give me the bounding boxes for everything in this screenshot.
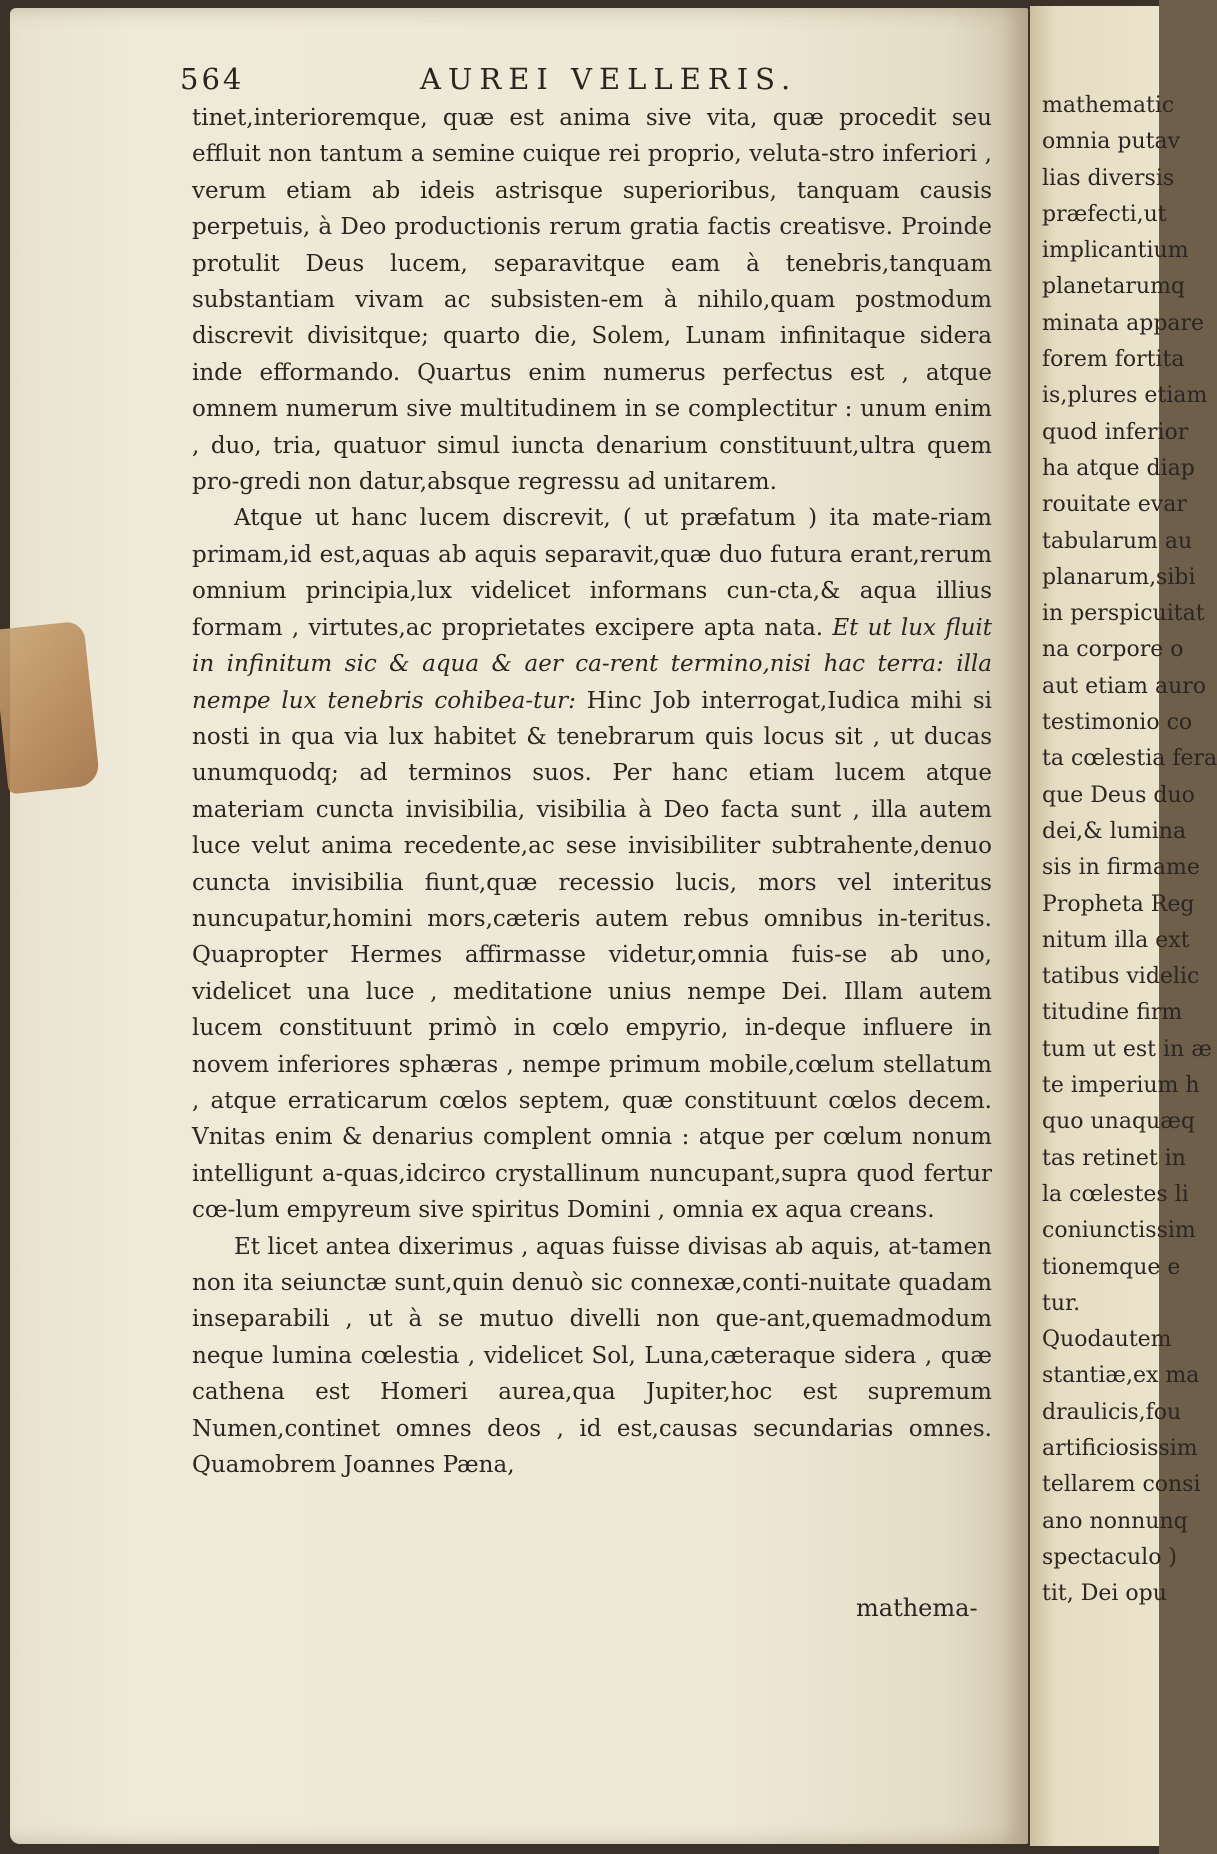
facing-page-line: is,plures etiam [1042, 383, 1208, 409]
facing-page-line: draulicis,fou [1042, 1399, 1182, 1425]
facing-page-line: mathematic [1042, 93, 1175, 118]
facing-page-line: planetarumq [1042, 274, 1186, 300]
paragraph-2-italic: Et ut lux fluit in infinitum sic & aqua & aer ca-rent termino,nisi hac terra: illa nempe lux tenebris cohibea-tur: [192, 614, 992, 714]
paragraph-2-text-before: Atque ut hanc lucem discrevit, ( ut præfatum ) ita mate-riam primam,id est,aquas ab aquis separavit,quæ duo futura erant,rerum omnium principia,lux videlicet informans cun-cta,& aqua illius formam , virtutes,ac proprietates excipere apta nata. [192, 505, 992, 641]
main-text [192, 100, 992, 1483]
facing-page-line: in perspicuitat [1042, 601, 1205, 627]
facing-page-line: tum ut est in æ [1042, 1036, 1212, 1062]
facing-page-line: ta cœlestia fera [1042, 746, 1217, 772]
facing-page-line: lias diversis [1042, 165, 1175, 191]
facing-page-line: ha atque diap [1042, 455, 1195, 481]
facing-page-line: præfecti,ut [1042, 201, 1167, 227]
facing-page-line: implicantium [1042, 238, 1189, 264]
facing-page-text [1042, 88, 1217, 1612]
facing-page-line: te imperium h [1042, 1073, 1200, 1099]
facing-page-line: spectaculo ) [1042, 1544, 1178, 1570]
facing-page-line: aut etiam auro [1042, 673, 1207, 699]
facing-page-line: tit, Dei opu [1042, 1581, 1167, 1607]
facing-page-line: nitum illa ext [1042, 927, 1190, 953]
facing-page-line: quo unaquæq [1042, 1109, 1195, 1135]
paragraph-2 [192, 500, 992, 1228]
paragraph-3: Et licet antea dixerimus , aquas fuisse divisas ab aquis, at-tamen non ita seiunctæ sunt,quin denuò sic connexæ,conti-nuitate quadam inseparabili , ut à se mutuo divelli non que-ant,quemadmodum neque lumina cœlestia , videlicet Sol, Luna,cæteraque sidera , quæ cathena est Homeri aurea,qua Jupiter,hoc est supremum Numen,continet omnes deos , id est,causas secundarias omnes. Quamobrem Joannes Pæna, [192, 1233, 992, 1479]
facing-page-line: tabularum au [1042, 528, 1193, 554]
facing-page-line: na corpore o [1042, 637, 1184, 663]
facing-page-line: forem fortita [1042, 347, 1185, 373]
facing-page-line: la cœlestes li [1042, 1181, 1189, 1207]
paragraph-2-text-after: Hinc Job interrogat,Iudica mihi si nosti in qua via lux habitet & tenebrarum quis locus sit , ut ducas unumquodq; ad terminos suos. Per hanc etiam lucem atque materiam cuncta invisibilia, visibilia à Deo facta sunt , illa autem luce velut anima recedente,ac sese invisibiliter subtrahente,denuo cuncta invisibilia fiunt,quæ recessio lucis, mors vel interitus nuncupatur,homini mors,cæteris autem rebus omnibus in-teritus. Quapropter Hermes affirmasse videtur,omnia fuis-se ab uno, videlicet una luce , meditatione unius nempe Dei. Illam autem lucem constituunt primò in cœlo empyrio, in-deque influere in novem inferiores sphæras , nempe primum mobile,cœlum stellatum , atque erraticarum cœlos septem, quæ constituunt cœlos decem. Vnitas enim & denarius complent omnia : atque per cœlum nonum intelligunt a-quas,idcirco crystallinum nuncupant,supra quod fertur cœ-lum empyreum sive spiritus Domini , omnia ex aqua creans. [192, 687, 993, 1224]
facing-page-line: tatibus videlic [1042, 964, 1200, 990]
facing-page-line: quod inferior [1042, 419, 1189, 445]
facing-page-line: minata appare [1042, 310, 1205, 336]
running-title: AUREI VELLERIS. [420, 62, 798, 96]
facing-page-line: stantiæ,ex ma [1042, 1363, 1200, 1389]
bookmark-tab [0, 621, 100, 795]
facing-page-line: tellarem consi [1042, 1472, 1201, 1498]
facing-page-line: titudine firm [1042, 1000, 1183, 1026]
facing-page-line: Propheta Reg [1042, 891, 1195, 917]
paragraph-1: tinet,interioremque, quæ est anima sive vita, quæ procedit seu effluit non tantum a semine cuique rei proprio, veluta-stro inferiori , verum etiam ab ideis astrisque superioribus, tanquam causis perpetuis, à Deo productionis rerum gratia factis creatisve. Proinde protulit Deus lucem, separavitque eam à tenebris,tanquam substantiam vivam ac subsisten-em à nihilo,quam postmodum discrevit divisitque; quarto die, Solem, Lunam infinitaque sidera inde efformando. Quartus enim numerus perfectus est , atque omnem numerum sive multitudinem in se complectitur : unum enim , duo, tria, quatuor simul iuncta denarium constituunt,ultra quem pro-gredi non datur,absque regressu ad unitarem. [192, 105, 992, 496]
facing-page-line: artificiosissim [1042, 1435, 1198, 1461]
facing-page-line: rouitate evar [1042, 492, 1187, 518]
facing-page-line: tas retinet in [1042, 1145, 1186, 1171]
facing-page-line: testimonio co [1042, 710, 1193, 736]
facing-page-line: tionemque e [1042, 1254, 1181, 1280]
facing-page-line: omnia putav [1042, 129, 1181, 155]
facing-page-line: tur. [1042, 1290, 1081, 1316]
facing-page-line: sis in firmame [1042, 855, 1200, 881]
facing-page-line: coniunctissim [1042, 1218, 1196, 1244]
catchword: mathema- [856, 1594, 978, 1622]
facing-page-line: dei,& lumina [1042, 818, 1187, 844]
facing-page-line: Quodautem [1042, 1327, 1172, 1353]
facing-page-line: ano nonnunq [1042, 1508, 1188, 1534]
facing-page-line: que Deus duo [1042, 782, 1195, 808]
page-number: 564 [180, 62, 245, 96]
facing-page-line: planarum,sibi [1042, 564, 1196, 590]
page-header [180, 62, 1000, 98]
